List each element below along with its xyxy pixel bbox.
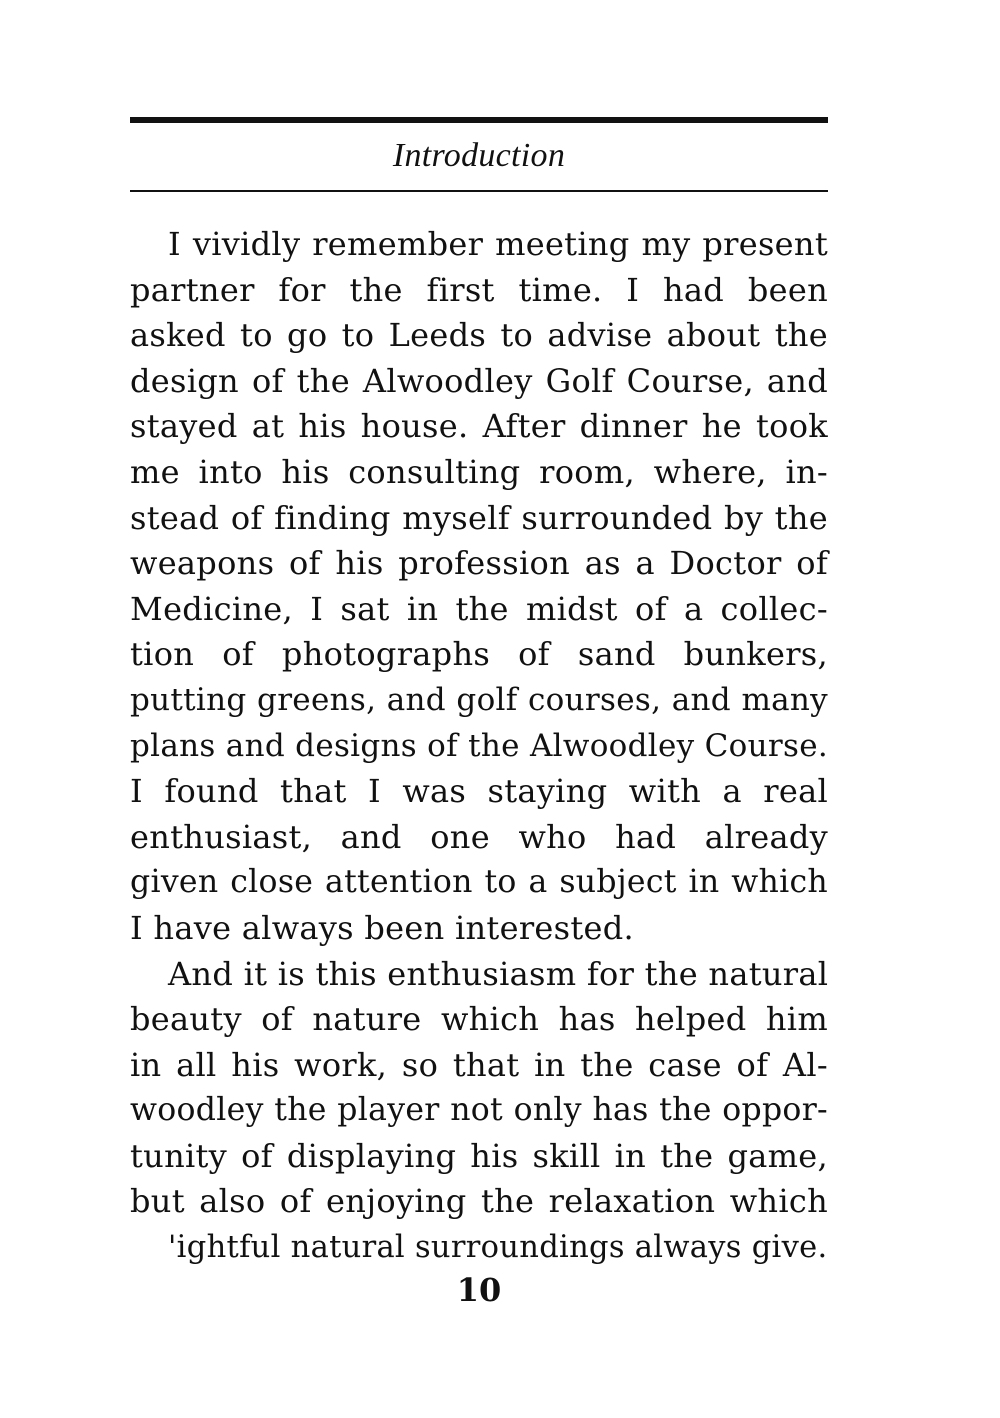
text-line: design of the Alwoodley Golf Course, and xyxy=(130,361,828,400)
text-line: I vividly remember meeting my present xyxy=(168,225,828,263)
text-line: woodley the player not only has the oppor- xyxy=(130,1092,828,1129)
text-line: I found that I was staying with a real xyxy=(130,772,828,811)
text-line: stayed at his house. After dinner he took xyxy=(130,407,828,446)
text-line: asked to go to Leeds to advise about the xyxy=(130,316,828,355)
text-line: I have always been interested. xyxy=(130,908,635,947)
header-top-rule xyxy=(130,117,828,123)
running-title: Introduction xyxy=(392,137,566,174)
text-line: beauty of nature which has helped him xyxy=(130,1000,828,1039)
text-line: me into his consulting room, where, in- xyxy=(130,452,828,491)
header-bottom-rule xyxy=(130,190,828,192)
body-text xyxy=(130,222,828,1271)
text-line: 'ightful natural surroundings always give. xyxy=(168,1230,828,1266)
text-line: plans and designs of the Alwoodley Course. xyxy=(130,727,828,764)
paragraph xyxy=(130,952,828,1271)
text-line: tion of photographs of sand bunkers, xyxy=(130,635,828,674)
paragraph xyxy=(130,222,828,952)
text-line: Medicine, I sat in the midst of a collec- xyxy=(130,589,828,628)
text-line: And it is this enthusiasm for the natural xyxy=(168,954,829,993)
text-line: given close attention to a subject in which xyxy=(130,864,828,901)
text-line: enthusiast, and one who had already xyxy=(130,817,828,856)
text-line: in all his work, so that in the case of Al- xyxy=(130,1045,828,1084)
text-line: weapons of his profession as a Doctor of xyxy=(130,544,828,583)
text-line: but also of enjoying the relaxation which xyxy=(130,1182,828,1221)
text-line: partner for the first time. I had been xyxy=(130,270,828,309)
page-number: 10 xyxy=(456,1271,502,1309)
text-line: stead of finding myself surrounded by the xyxy=(130,498,828,537)
text-line: tunity of displaying his skill in the game, xyxy=(130,1136,828,1175)
text-line: putting greens, and golf courses, and many xyxy=(130,681,828,718)
